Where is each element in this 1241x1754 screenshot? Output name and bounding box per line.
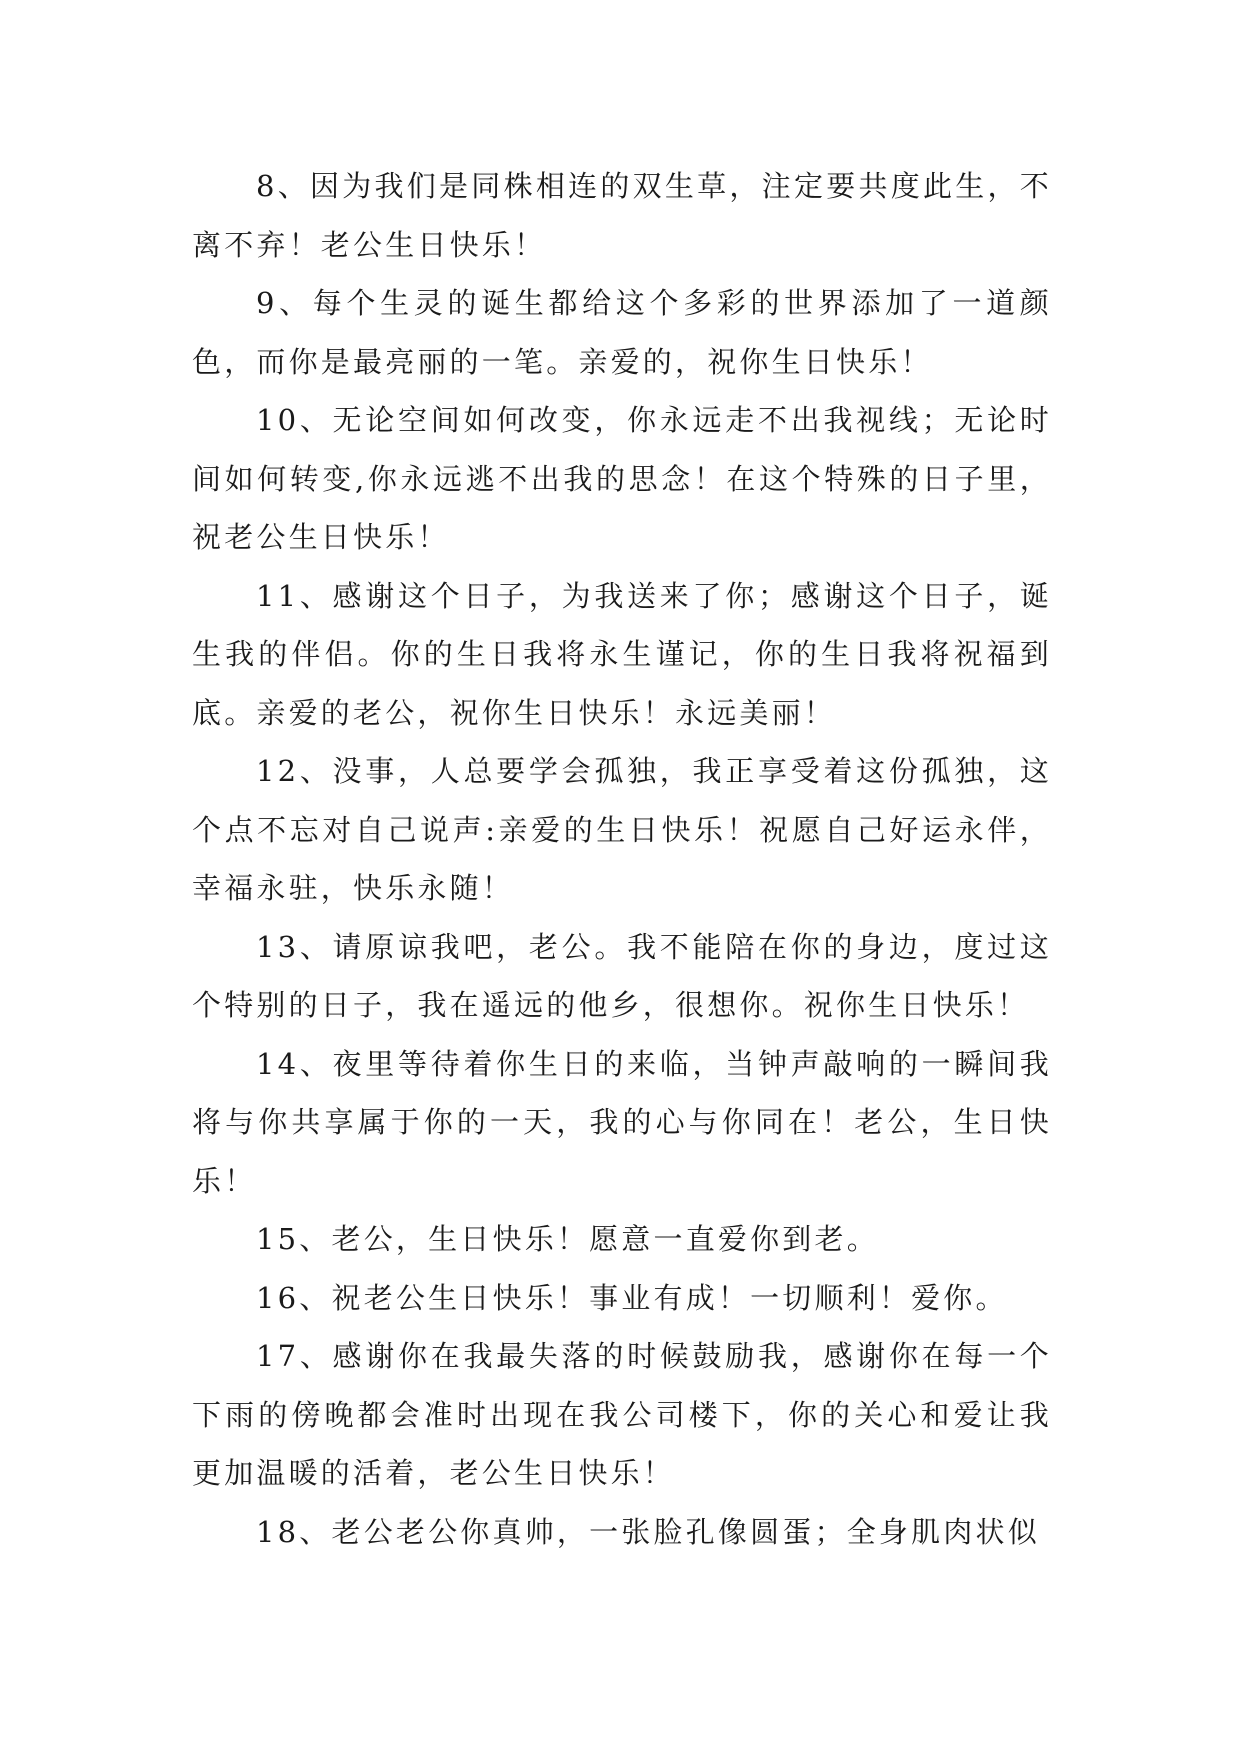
paragraph-16: 16、祝老公生日快乐！事业有成！一切顺利！爱你。 bbox=[256, 1280, 1008, 1315]
paragraph-18: 18、老公老公你真帅，一张脸孔像圆蛋；全身肌肉状似 bbox=[256, 1514, 1040, 1549]
document-body bbox=[192, 157, 1052, 1561]
paragraph-15: 15、老公，生日快乐！愿意一直爱你到老。 bbox=[256, 1222, 879, 1256]
paragraph-17: 17、感谢你在我最失落的时候鼓励我，感谢你在每一个下雨的傍晚都会准时出现在我公司楼下，你的关心和爱让我更加温暖的活着，老公生日快乐！ bbox=[192, 1339, 1052, 1490]
paragraph-9: 9、每个生灵的诞生都给这个多彩的世界添加了一道颜色，而你是最亮丽的一笔。亲爱的，祝你生日快乐！ bbox=[192, 286, 1052, 379]
paragraph-14: 14、夜里等待着你生日的来临，当钟声敲响的一瞬间我将与你共享属于你的一天，我的心与你同在！老公，生日快乐！ bbox=[192, 1046, 1052, 1198]
paragraph-10: 10、无论空间如何改变，你永远走不出我视线；无论时间如何转变,你永远逃不出我的思念！在这个特殊的日子里，祝老公生日快乐！ bbox=[192, 403, 1052, 554]
paragraph-11: 11、感谢这个日子，为我送来了你；感谢这个日子，诞生我的伴侣。你的生日我将永生谨记，你的生日我将祝福到底。亲爱的老公，祝你生日快乐！永远美丽！ bbox=[192, 578, 1052, 730]
paragraph-8: 8、因为我们是同株相连的双生草，注定要共度此生，不离不弃！老公生日快乐！ bbox=[192, 169, 1052, 262]
paragraph-13: 13、请原谅我吧，老公。我不能陪在你的身边，度过这个特别的日子，我在遥远的他乡，很想你。祝你生日快乐！ bbox=[192, 929, 1052, 1022]
paragraph-12: 12、没事，人总要学会孤独，我正享受着这份孤独，这个点不忘对自己说声:亲爱的生日快乐！祝愿自己好运永伴，幸福永驻，快乐永随！ bbox=[192, 754, 1052, 905]
